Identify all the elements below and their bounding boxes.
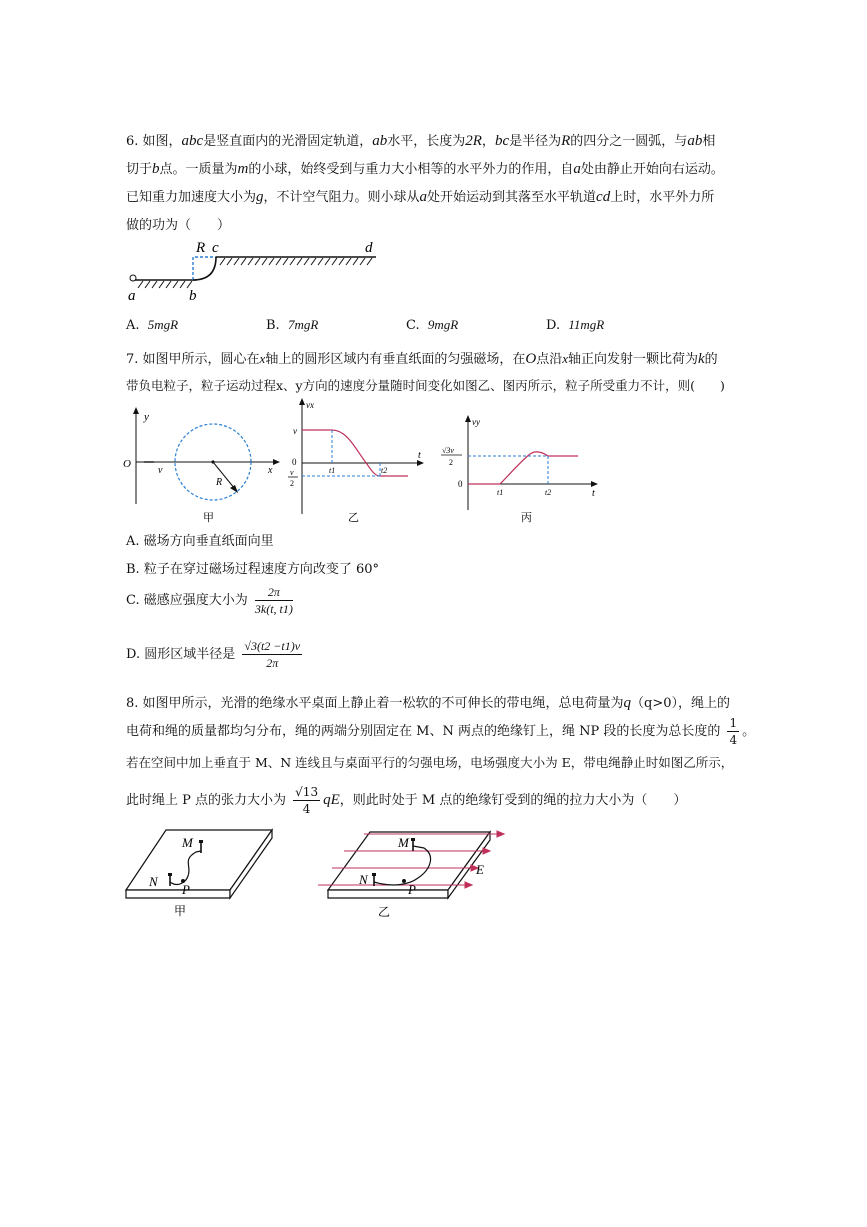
q6-text: 点。一质量为: [159, 162, 238, 177]
q7-fig-bing: [436, 414, 604, 526]
q8-quarter-fraction: [727, 715, 739, 748]
q6-var: bc: [494, 133, 510, 149]
axis-y-label: y: [144, 411, 149, 423]
frac-num: √13: [295, 785, 319, 799]
v-tick-label: v: [293, 426, 297, 436]
hatch-mark: [248, 258, 253, 265]
q6-var: 2R: [465, 133, 482, 149]
option-d-fraction: [242, 638, 302, 671]
hatch-mark: [367, 258, 372, 265]
hatch-mark: [311, 258, 316, 265]
frac-num: 2π: [255, 584, 293, 601]
frac-den: 4: [729, 733, 738, 747]
label-R: R: [196, 240, 206, 256]
q6-var: b: [152, 161, 160, 177]
q6-var: cd: [596, 189, 611, 205]
q6-var: ab: [372, 133, 388, 149]
hatch-mark: [353, 258, 358, 265]
t1-label: t1: [329, 466, 336, 475]
q7-text: 7. 如图甲所示，圆心在: [126, 352, 260, 367]
q7-var: x: [562, 351, 568, 366]
q6-text: 是半径为: [509, 134, 562, 149]
neg-frac-num: v: [290, 468, 294, 477]
hatch-mark: [346, 258, 351, 265]
option-letter: C.: [406, 318, 420, 333]
q8-fig-jia: [122, 826, 282, 918]
label-N: N: [359, 872, 368, 887]
q8-text: 电荷和绳的质量都均匀分布，绳的两端分别固定在 M、N 两点的绝缘钉上，绳 NP 段的长度为总长度的: [126, 724, 721, 739]
option-letter: D.: [546, 318, 561, 333]
label-M: M: [398, 835, 409, 850]
frac-den: 3k(t, t1): [254, 602, 293, 616]
caption-yi: 乙: [378, 905, 391, 919]
label-b: b: [189, 288, 197, 304]
label-M: M: [182, 835, 193, 850]
hatch-mark: [234, 258, 239, 265]
option-c-fraction: [255, 584, 293, 617]
hatch-mark: [290, 258, 295, 265]
t2-label: t2: [381, 466, 388, 475]
q8-var: qE: [323, 792, 340, 808]
q8-line2: [126, 715, 755, 748]
q8-text: 8. 如图甲所示，光滑的绝缘水平桌面上静止着一松软的不可伸长的带电绳，总电荷量为: [126, 696, 624, 711]
caption-jia: 甲: [174, 904, 187, 918]
q6-text: 处开始运动到其落至水平轨道: [427, 190, 597, 205]
q8-text: 。: [742, 724, 756, 739]
q7-line1: [126, 348, 718, 368]
q6-text: 上时，水平外力所: [610, 190, 715, 205]
q6-text: 的四分之一圆弧，与: [570, 134, 688, 149]
q6-text: ，: [481, 134, 495, 149]
q7-option-d[interactable]: [126, 638, 305, 671]
q6-text: 已知重力加速度大小为: [126, 190, 257, 205]
q8-tension-fraction: [293, 784, 320, 817]
q6-text: ，不计空气阻力。则小球从: [263, 190, 420, 205]
axis-vy-label: vy: [472, 417, 480, 427]
q6-var: ab: [687, 133, 703, 149]
q6-option-c[interactable]: [406, 317, 458, 333]
q6-line3: [126, 186, 714, 206]
option-text: D. 圆形区域半径是: [126, 647, 236, 662]
hatch-mark: [325, 258, 330, 265]
q6-option-a[interactable]: [126, 317, 178, 333]
q6-text: 水平，长度为: [387, 134, 466, 149]
hatch-mark: [304, 258, 309, 265]
label-d: d: [365, 240, 373, 256]
q6-var: g: [256, 189, 264, 205]
q6-text: 相: [702, 134, 716, 149]
q7-text: 轴上的圆形区域内有垂直纸面的匀强磁场，在: [265, 352, 526, 367]
q7-option-a[interactable]: A. 磁场方向垂直纸面向里: [126, 534, 274, 549]
hatch-mark: [297, 258, 302, 265]
zero-tick-label: 0: [458, 479, 463, 489]
hatch-mark: [318, 258, 323, 265]
option-letter: B.: [266, 318, 280, 333]
q6-var: a: [419, 189, 428, 205]
caption-jia: 甲: [203, 512, 214, 524]
option-value: 11mgR: [568, 317, 605, 332]
neg-frac-den: 2: [290, 479, 294, 488]
hatch-mark: [241, 258, 246, 265]
q7-fig-jia: [118, 404, 284, 526]
q7-option-c[interactable]: [126, 584, 296, 617]
q7-option-b[interactable]: B. 粒子在穿过磁场过程速度方向改变了 60°: [126, 562, 379, 577]
hatch-mark: [255, 258, 260, 265]
hatch-mark: [360, 258, 365, 265]
q8-text: 此时绳上 P 点的张力大小为: [126, 793, 287, 808]
q6-option-b[interactable]: [266, 317, 318, 333]
hatch-mark: [269, 258, 274, 265]
q8-line1: [126, 692, 730, 712]
hatch-mark: [339, 258, 344, 265]
hatch-mark: [283, 258, 288, 265]
hatch-mark: [220, 258, 225, 265]
q8-fig-yi: [314, 826, 514, 922]
q6-track-figure: [120, 236, 390, 306]
q6-option-d[interactable]: [546, 317, 604, 333]
q6-line4: 做的功为（ ）: [126, 218, 231, 233]
q6-line1: [126, 130, 715, 150]
q6-text: 处由静止开始向右运动。: [580, 162, 724, 177]
option-value: 9mgR: [427, 317, 459, 332]
t2-label: t2: [545, 488, 552, 497]
hatch-mark: [332, 258, 337, 265]
q6-text: 6. 如图，: [126, 134, 182, 149]
q7-fig-yi: [284, 396, 432, 526]
label-P: P: [182, 882, 190, 897]
axis-x-label: x: [268, 465, 273, 476]
hatch-mark: [227, 258, 232, 265]
q6-var: m: [237, 161, 249, 177]
q6-var: abc: [181, 133, 204, 149]
zero-tick-label: 0: [292, 457, 297, 467]
q8-line4: [126, 784, 686, 817]
frac-den: 4: [302, 802, 311, 816]
label-N: N: [149, 874, 158, 889]
caption-bing: 丙: [521, 512, 532, 524]
q6-var: R: [561, 133, 571, 149]
q8-var: q: [623, 695, 632, 711]
axis-t-label: t: [592, 488, 595, 499]
q7-text: 点沿: [536, 352, 563, 367]
q6-text: 的小球，始终受到与重力大小相等的水平外力的作用，自: [248, 162, 574, 177]
caption-yi: 乙: [348, 512, 359, 524]
q6-text: 是竖直面内的光滑固定轨道，: [203, 134, 373, 149]
option-value: 5mgR: [147, 317, 179, 332]
q7-var: k: [698, 351, 705, 367]
q7-text: 的: [704, 352, 718, 367]
origin-label: O: [123, 458, 131, 470]
hatch-mark: [276, 258, 281, 265]
hatch-mark: [262, 258, 267, 265]
axis-t-label: t: [418, 450, 421, 461]
q7-var: x: [259, 351, 266, 366]
label-P: P: [408, 882, 416, 897]
q8-line3: 若在空间中加上垂直于 M、N 连线且与桌面平行的匀强电场，电场强度大小为 E，带电绳静止时如图乙所示，: [126, 755, 734, 770]
sqrt3-frac-num: √3v: [442, 446, 454, 455]
sqrt3-frac-den: 2: [449, 458, 453, 467]
hatch-upper: [220, 258, 372, 265]
frac-den: 2π: [266, 656, 279, 670]
frac-num: √3(t2 −t1)v: [244, 639, 301, 653]
q6-text: 切于: [126, 162, 153, 177]
q7-line2: 带负电粒子，粒子运动过程x、y方向的速度分量随时间变化如图乙、图丙所示，粒子所受重力不计，则( ): [126, 378, 725, 393]
q6-line2: [126, 158, 724, 178]
velocity-label: v: [158, 465, 163, 476]
t1-label: t1: [497, 488, 504, 497]
option-value: 7mgR: [287, 317, 319, 332]
q8-text: （q>0），绳上的: [631, 696, 731, 711]
label-E: E: [476, 862, 484, 877]
label-a: a: [128, 288, 136, 304]
label-c: c: [212, 240, 219, 256]
q6-var: a: [573, 161, 581, 177]
q7-text: 轴正向发射一颗比荷为: [567, 352, 698, 367]
radius-label: R: [216, 477, 223, 488]
q7-var: O: [525, 351, 537, 367]
frac-num: 1: [729, 716, 738, 730]
option-letter: A.: [126, 318, 140, 333]
q8-text: ，则此时处于 M 点的绝缘钉受到的绳的拉力大小为（ ）: [339, 793, 687, 808]
axis-vx-label: vx: [306, 400, 314, 410]
option-text: C. 磁感应强度大小为: [126, 593, 248, 608]
